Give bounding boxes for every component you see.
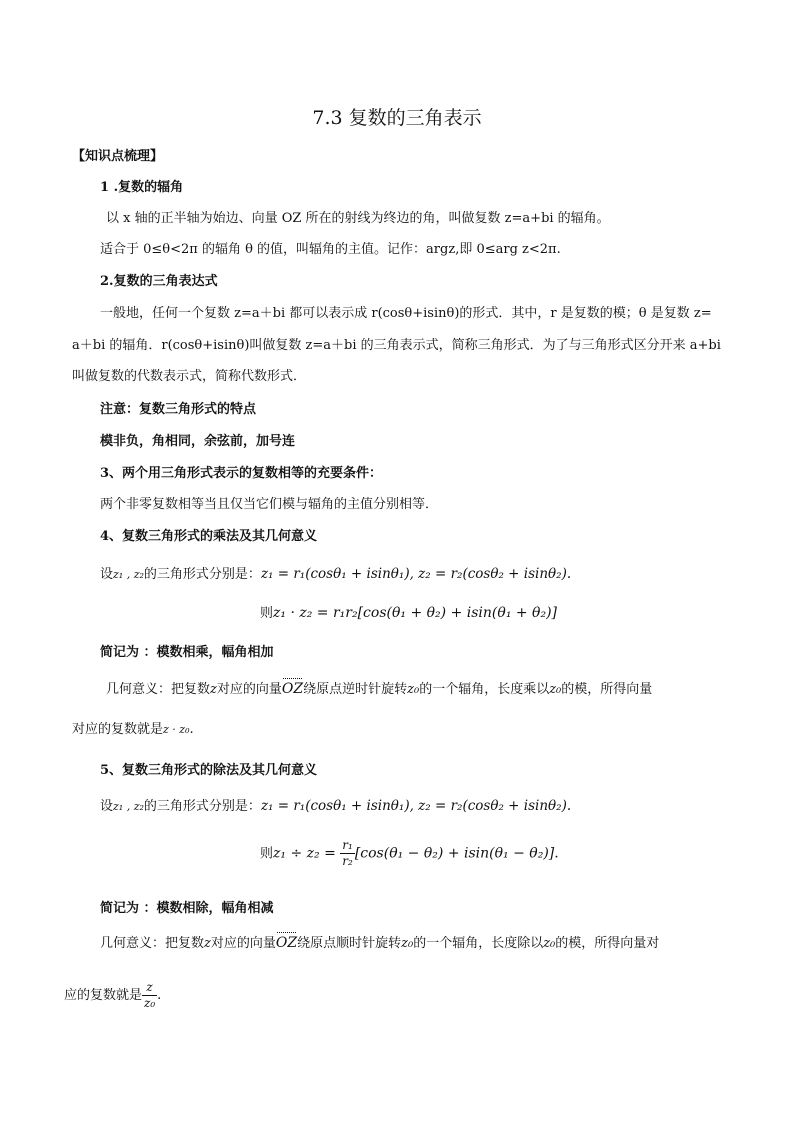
s5-geo-numerator: z: [142, 980, 157, 996]
s5-geo-e: 的模，所得向量对: [555, 936, 660, 951]
s4-geo-z0b: z₀: [549, 682, 562, 697]
s1-paragraph-1: 以 x 轴的正半轴为始边、向量 OZ 所在的射线为终边的角，叫做复数 z=a+bi 的辐角。: [106, 211, 610, 226]
s3-heading: 3、两个用三角形式表示的复数相等的充要条件：: [100, 466, 383, 481]
s5-then-prefix: 则: [260, 846, 274, 862]
s5-set-prefix: 设: [100, 799, 114, 814]
s5-geo-b: 对应的向量: [210, 936, 276, 951]
s1-paragraph-2: 适合于 0≤θ<2π 的辐角 θ 的值，叫辐角的主值。记作：argz,即 0≤arg z<2π.: [100, 242, 561, 257]
s4-heading: 4、复数三角形式的乘法及其几何意义: [100, 529, 318, 544]
s4-geo-end: .: [189, 722, 194, 737]
s5-result-numerator: r₁: [342, 838, 353, 852]
s5-result-fraction: [340, 838, 355, 869]
s5-geo-z: z: [204, 936, 211, 951]
s5-set-vars: z₁ , z₂: [113, 800, 144, 813]
s5-geo-fraction: [142, 980, 157, 1011]
s4-geo-a: 几何意义：把复数: [106, 682, 211, 697]
s4-set-line: [100, 565, 571, 584]
s4-set-vars: z₁ , z₂: [113, 568, 144, 581]
section-header: 【知识点梳理】: [72, 149, 164, 164]
s5-geo-d: 的一个辐角，长度除以: [413, 936, 544, 951]
s2-note-heading: 注意：复数三角形式的特点: [100, 402, 257, 417]
s2-note-body: 模非负，角相同，余弦前，加号连: [100, 434, 296, 449]
s4-vector-oz: OZ: [281, 681, 304, 697]
s4-forms: z₁ = r₁(cosθ₁ + isinθ₁), z₂ = r₂(cosθ₂ + isinθ₂).: [260, 566, 572, 582]
s5-geo-c: 绕原点顺时针旋转: [297, 936, 402, 951]
s4-geo-c: 绕原点逆时针旋转: [303, 682, 408, 697]
s5-set-line: [100, 797, 571, 816]
s5-geo-a: 几何意义：把复数: [100, 936, 205, 951]
page-title: 7.3 复数的三角表示: [312, 107, 482, 129]
s4-geo-b: 对应的向量: [216, 682, 282, 697]
s4-result-formula: [260, 603, 557, 624]
s4-geo-d: 的一个辐角，长度乘以: [419, 682, 550, 697]
s1-heading: 1 .复数的辐角: [100, 180, 184, 195]
s4-set-mid: 的三角形式分别是：: [143, 567, 261, 582]
s5-geo-line-2: [64, 980, 161, 1011]
s2-line-3: 叫做复数的代数表示式，简称代数形式．: [72, 369, 307, 384]
s4-result: z₁ · z₂ = r₁r₂[cos(θ₁ + θ₂) + isin(θ₁ + θ₂)]: [273, 605, 558, 621]
s4-geo-line-1: [106, 680, 652, 699]
s4-geo-f: 对应的复数就是: [72, 722, 164, 737]
s5-geo-z0: z₀: [401, 936, 414, 951]
s5-set-mid: 的三角形式分别是：: [143, 799, 261, 814]
s5-summary: 简记为 ：模数相除，幅角相减: [100, 901, 274, 916]
s2-line-2: a＋bi 的辐角．r(cosθ+isinθ)叫做复数 z=a＋bi 的三角表示式，简称三角形式．为了与三角形式区分开来 a+bi: [72, 338, 721, 353]
s2-heading: 2.复数的三角表达式: [100, 274, 218, 289]
s5-geo-z0b: z₀: [543, 936, 556, 951]
s5-heading: 5、复数三角形式的除法及其几何意义: [100, 763, 318, 778]
s4-geo-product: z · z₀: [163, 723, 190, 736]
s4-geo-z: z: [210, 682, 217, 697]
s5-result-rhs: [cos(θ₁ − θ₂) + isin(θ₁ − θ₂)].: [354, 845, 559, 862]
s2-line-1: 一般地，任何一个复数 z=a＋bi 都可以表示成 r(cosθ+isinθ)的形式．其中，r 是复数的模；θ 是复数 z=: [100, 306, 712, 321]
s4-then-prefix: 则: [260, 606, 274, 621]
s5-result-formula: [260, 838, 559, 869]
s4-summary: 简记为 ：模数相乘，幅角相加: [100, 645, 274, 660]
s5-vector-oz: OZ: [275, 935, 298, 951]
s4-geo-z0: z₀: [407, 682, 420, 697]
s3-body: 两个非零复数相等当且仅当它们模与辐角的主值分别相等．: [100, 497, 439, 512]
s4-geo-line-2: [72, 721, 194, 739]
s5-geo-end: .: [157, 988, 162, 1003]
s4-set-prefix: 设: [100, 567, 114, 582]
s5-geo-line-1: [100, 934, 659, 953]
s5-result-lhs: z₁ ÷ z₂ =: [273, 845, 336, 862]
s5-geo-f: 应的复数就是: [64, 988, 143, 1003]
s5-result-denominator: r₂: [342, 854, 353, 868]
s5-forms: z₁ = r₁(cosθ₁ + isinθ₁), z₂ = r₂(cosθ₂ + isinθ₂).: [260, 798, 572, 814]
s5-geo-denominator: z₀: [144, 996, 156, 1010]
s4-geo-e: 的模，所得向量: [561, 682, 653, 697]
